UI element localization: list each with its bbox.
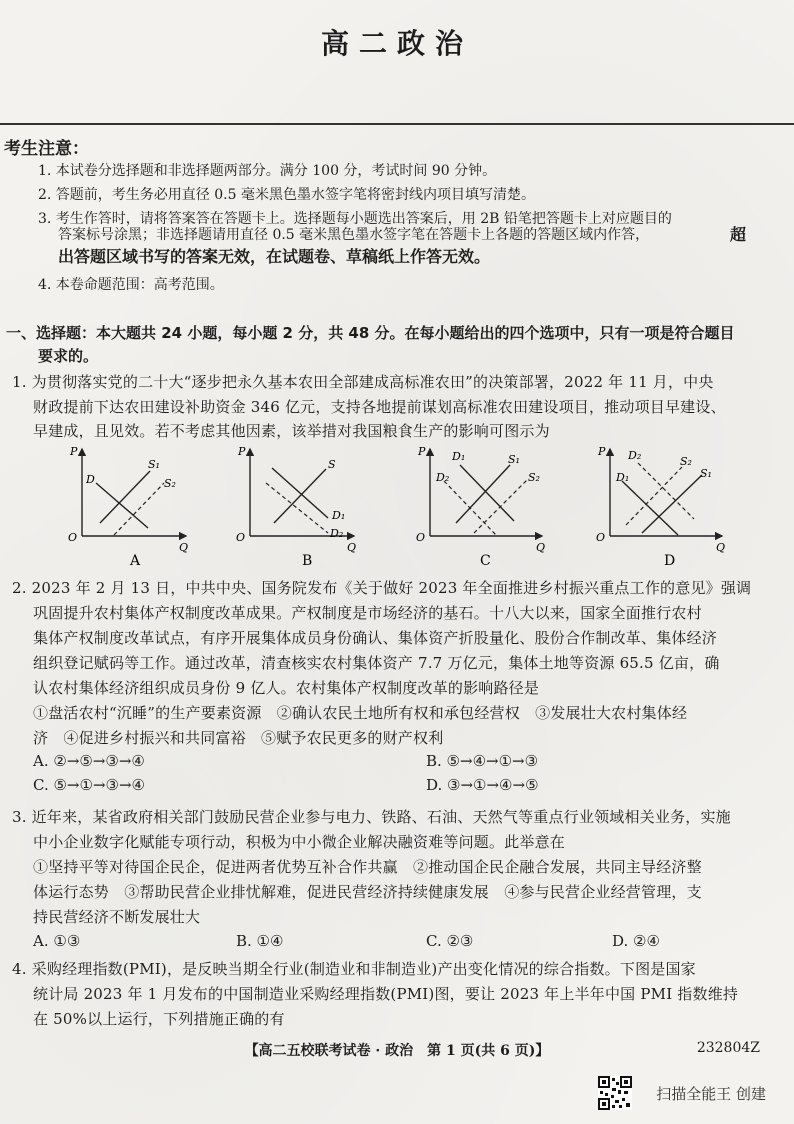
curve-s1 (642, 475, 702, 533)
question-3-text: 持民营经济不断发展壮大 (33, 908, 201, 926)
scanner-watermark: 扫描全能王 创建 (656, 1085, 766, 1103)
curve-label: S₁ (148, 458, 160, 471)
question-1-text: 财政提前下达农田建设补助资金 346 亿元，支持各地提前谋划高标准农田建设项目，推动项目早建设、 (33, 398, 726, 416)
axis-q-label: Q (179, 541, 189, 554)
notice-item: 3. 考生作答时，请将答案答在答题卡上。选择题每小题选出答案后，用 2B 铅笔把答题卡上对应题目的 (38, 211, 672, 227)
notice-item-bold: 超 (730, 225, 747, 244)
question-3-text: ①坚持平等对待国企民企，促进两者优势互补合作共赢 ②推动国企民企融合发展，共同主导经济整 (33, 858, 702, 876)
axis-p-label: P (598, 445, 606, 458)
graph-d (596, 443, 736, 568)
question-3-option-b[interactable]: B. ①④ (236, 932, 284, 950)
question-2-option-b[interactable]: B. ⑤→④→①→③ (426, 752, 539, 770)
curve-label: S₁ (700, 467, 712, 480)
curve-s2 (626, 467, 682, 525)
graph-b (236, 443, 366, 568)
question-3-text: 中小企业数字化赋能专项行动，积极为中小微企业解决融资难等问题。此举意在 (33, 833, 566, 851)
question-1-text: 1. 为贯彻落实党的二十大“逐步把永久基本农田全部建成高标准农田”的决策部署，2022 年 11 月，中央 (12, 373, 714, 391)
graph-option-label: C (480, 553, 491, 568)
curve-label: D₂ (628, 449, 642, 462)
notice-item: 答案标号涂黑；非选择题请用直径 0.5 毫米黑色墨水签字笔在答题卡上各题的答题区域内作答， (58, 227, 650, 243)
notice-item-bold: 出答题区域书写的答案无效，在试题卷、草稿纸上作答无效。 (58, 247, 491, 266)
axis-p-label: P (238, 445, 246, 458)
curve-label: S (328, 458, 336, 471)
question-4-text: 4. 采购经理指数(PMI)，是反映当期全行业(制造业和非制造业)产出变化情况的综合指数。下图是国家 (12, 960, 696, 978)
notice-item: 4. 本卷命题范围：高考范围。 (38, 277, 224, 293)
curve-s2 (114, 483, 164, 535)
origin-label: O (236, 531, 246, 544)
question-2-option-a[interactable]: A. ②→⑤→③→④ (33, 752, 145, 770)
exam-code: 232804Z (696, 1040, 760, 1056)
header-divider (0, 123, 794, 125)
question-3-option-a[interactable]: A. ①③ (33, 932, 81, 950)
question-2-text: 2. 2023 年 2 月 13 日，中共中央、国务院发布《关于做好 2023 年全面推进乡村振兴重点工作的意见》强调 (12, 579, 752, 597)
curve-label: D₁ (452, 450, 466, 463)
notice-item: 1. 本试卷分选择题和非选择题两部分。满分 100 分，考试时间 90 分钟。 (38, 163, 497, 179)
graph-c (416, 443, 556, 568)
page-footer: 【高二五校联考试卷 · 政治 第 1 页(共 6 页)】 (244, 1043, 550, 1059)
axis-p-label: P (70, 445, 78, 458)
curve-label: D₂ (330, 527, 344, 540)
notice-item: 2. 答题前，考生务必用直径 0.5 毫米黑色墨水签字笔将密封线内项目填写清楚。 (38, 187, 535, 203)
page-title: 高二政治 (320, 27, 473, 60)
axis-q-label: Q (716, 541, 726, 554)
question-2-text: ①盘活农村“沉睡”的生产要素资源 ②确认农民土地所有权和承包经营权 ③发展壮大农村集体经 (33, 704, 688, 722)
graph-option-label: B (302, 553, 313, 568)
question-2-text: 认农村集体经济组织成员身份 9 亿人。农村集体产权制度改革的影响路径是 (33, 679, 540, 697)
curve-label: S₂ (164, 477, 176, 490)
graph-option-label: D (664, 553, 676, 568)
question-2-text: 济 ④促进乡村振兴和共同富裕 ⑤赋予农民更多的财产权利 (33, 729, 444, 747)
curve-label: S₂ (528, 471, 540, 484)
curve-label: S₁ (508, 453, 520, 466)
question-2-text: 集体产权制度改革试点，有序开展集体成员身份确认、集体资产折股量化、股份合作制改革、集体经济 (33, 629, 718, 647)
question-3-text: 体运行态势 ③帮助民营企业排忧解难，促进民营经济持续健康发展 ④参与民营企业经营管理，支 (33, 883, 702, 901)
curve-label: D (86, 473, 95, 486)
origin-label: O (68, 531, 78, 544)
notice-heading: 考生注意： (4, 139, 89, 159)
question-2-text: 巩固提升农村集体产权制度改革成果。产权制度是市场经济的基石。十八大以来，国家全面推行农村 (33, 604, 702, 622)
origin-label: O (416, 531, 426, 544)
question-2-option-c[interactable]: C. ⑤→①→③→④ (33, 776, 145, 794)
question-4-text: 统计局 2023 年 1 月发布的中国制造业采购经理指数(PMI)图，要让 2023 年上半年中国 PMI 指数维持 (33, 985, 739, 1003)
section-heading: 要求的。 (38, 347, 99, 365)
question-1-text: 早建成，且见效。若不考虑其他因素，该举措对我国粮食生产的影响可图示为 (33, 422, 550, 440)
axis-q-label: Q (536, 541, 546, 554)
curve-d (96, 483, 148, 528)
graph-a (68, 443, 198, 568)
origin-label: O (596, 531, 606, 544)
question-3-text: 3. 近年来，某省政府相关部门鼓励民营企业参与电力、铁路、石油、天然气等重点行业领域相关业务，实施 (12, 808, 731, 826)
axis-q-label: Q (347, 541, 357, 554)
graph-option-label: A (130, 553, 141, 568)
question-3-option-d[interactable]: D. ②④ (612, 932, 660, 950)
question-3-option-c[interactable]: C. ②③ (426, 932, 474, 950)
curve-label: D₂ (436, 471, 450, 484)
question-2-option-d[interactable]: D. ③→①→④→⑤ (426, 776, 539, 794)
section-heading: 一、选择题：本大题共 24 小题，每小题 2 分，共 48 分。在每小题给出的四个选项中，只有一项是符合题目 (6, 324, 735, 342)
axis-p-label: P (418, 445, 426, 458)
question-4-text: 在 50%以上运行，下列措施正确的有 (33, 1010, 285, 1028)
qr-code-icon (598, 1076, 632, 1110)
curve-d1 (460, 465, 514, 521)
curve-s1 (456, 465, 510, 523)
curve-label: D₁ (616, 471, 630, 484)
question-2-text: 组织登记赋码等工作。通过改革，清查核实农村集体资产 7.7 万亿元，集体土地等资源 65.5 亿亩，确 (33, 654, 720, 672)
curve-label: S₂ (680, 455, 692, 468)
curve-s1 (100, 471, 150, 523)
curve-label: D₁ (332, 509, 346, 522)
curve-d1 (622, 481, 678, 535)
